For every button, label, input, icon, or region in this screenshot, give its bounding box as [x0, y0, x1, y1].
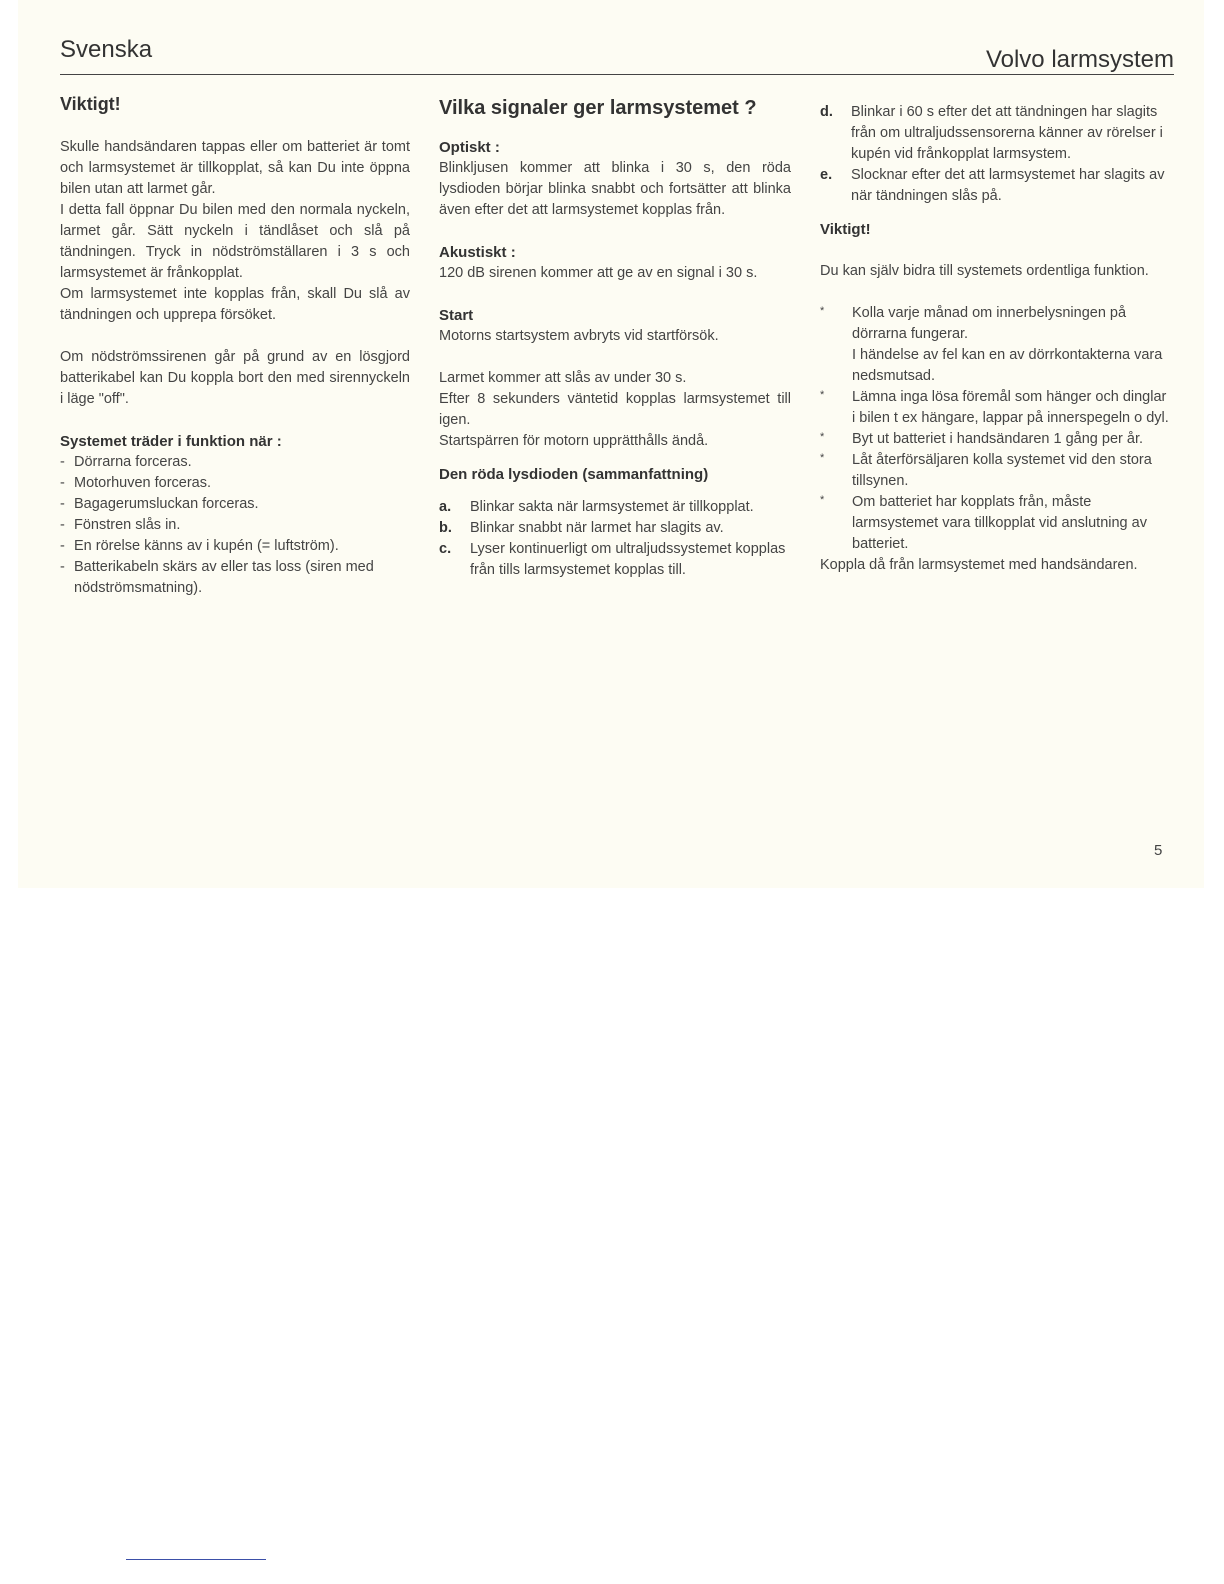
- trigger-list: [60, 452, 410, 599]
- list-item: - Batterikabeln skärs av eller tas loss (siren med nödströmsmatning).: [60, 557, 410, 599]
- list-text: Kolla varje månad om innerbelysningen på dörrarna fungerar.: [852, 305, 1127, 342]
- list-marker: a.: [439, 499, 452, 515]
- footer-rule: [126, 1559, 266, 1560]
- list-marker: e.: [820, 167, 833, 183]
- paragraph: Efter 8 sekunders väntetid kopplas larmsystemet till igen.: [439, 391, 791, 428]
- list-text: Om batteriet har kopplats från, måste larmsystemet vara tillkopplat vid anslutning av batteriet.: [852, 494, 1147, 552]
- led-list-continued: [820, 102, 1173, 207]
- list-item: [820, 165, 1173, 207]
- list-item: [820, 387, 1173, 429]
- list-item: - Dörrarna forceras.: [60, 452, 410, 473]
- list-item: [439, 539, 791, 581]
- list-text: Blinkar snabbt när larmet har slagits av.: [470, 520, 724, 536]
- list-item: - Fönstren slås in.: [60, 515, 410, 536]
- list-item: - Bagagerumsluckan forceras.: [60, 494, 410, 515]
- important-heading: Viktigt!: [60, 94, 121, 114]
- list-item: - En rörelse känns av i kupén (= luftström).: [60, 536, 410, 557]
- section-title: Vilka signaler ger larmsystemet ?: [439, 97, 757, 119]
- list-text: Lämna inga lösa föremål som hänger och dinglar i bilen t ex hängare, lappar på innerspegeln o dyl.: [852, 389, 1169, 426]
- paragraph: Motorns startsystem avbryts vid startförsök.: [439, 328, 719, 344]
- list-text: Byt ut batteriet i handsändaren 1 gång per år.: [852, 431, 1144, 447]
- paragraph: Om nödströmssirenen går på grund av en lösgjord batterikabel kan Du koppla bort den med sirennyckeln i läge "off".: [60, 349, 410, 407]
- list-item: [820, 450, 1173, 492]
- column-2: [439, 92, 791, 581]
- subheading-acoustic: Akustiskt :: [439, 244, 516, 261]
- page-number: 5: [1154, 842, 1163, 859]
- header-rule: [60, 74, 1174, 75]
- list-text: Blinkar i 60 s efter det att tändningen har slagits från om ultraljudssensorerna känner av rörelser i kupén vid frånkopplat larmsystem.: [851, 104, 1163, 162]
- closing-text: Koppla då från larmsystemet med handsändaren.: [820, 557, 1138, 573]
- list-text: Låt återförsäljaren kolla systemet vid den stora tillsynen.: [852, 452, 1152, 489]
- maintenance-tips: [820, 303, 1173, 555]
- paragraph: I detta fall öppnar Du bilen med den normala nyckeln, larmet går. Sätt nyckeln i tändlåset och slå på tändningen. Tryck in nödströmställaren i 3 s och larmsystemet är frånkopplat.: [60, 202, 410, 281]
- list-item: [820, 303, 1173, 387]
- document-title: Volvo larmsystem: [985, 46, 1174, 73]
- column-1: [60, 92, 410, 599]
- paragraph: Startspärren för motorn upprätthålls ändå.: [439, 433, 709, 449]
- list-item: - Motorhuven forceras.: [60, 473, 410, 494]
- list-text: Lyser kontinuerligt om ultraljudssystemet kopplas från tills larmsystemet kopplas till.: [470, 541, 786, 578]
- list-item: [439, 497, 791, 518]
- list-item: [439, 518, 791, 539]
- paragraph: Larmet kommer att slås av under 30 s.: [439, 370, 687, 386]
- paragraph: 120 dB sirenen kommer att ge av en signal i 30 s.: [439, 265, 758, 281]
- paragraph: Om larmsystemet inte kopplas från, skall Du slå av tändningen och upprepa försöket.: [60, 286, 410, 323]
- list-text: Slocknar efter det att larmsystemet har slagits av när tändningen slås på.: [851, 167, 1165, 204]
- list-item: [820, 429, 1173, 450]
- important-heading: Viktigt!: [820, 221, 871, 238]
- subheading-led: Den röda lysdioden (sammanfattning): [439, 466, 709, 483]
- list-text: Blinkar sakta när larmsystemet är tillkopplat.: [470, 499, 754, 515]
- list-marker: d.: [820, 104, 833, 120]
- column-3: [820, 102, 1173, 576]
- list-marker: b.: [439, 520, 452, 536]
- section-heading: Systemet träder i funktion när :: [60, 433, 282, 450]
- list-marker: c.: [439, 541, 452, 557]
- list-item: [820, 102, 1173, 165]
- subheading-start: Start: [439, 307, 474, 324]
- language-header: Svenska: [60, 36, 153, 63]
- paragraph: Du kan själv bidra till systemets ordentliga funktion.: [820, 263, 1149, 279]
- list-item: [820, 492, 1173, 555]
- paragraph: Skulle handsändaren tappas eller om batteriet är tomt och larmsystemet är tillkopplat, så kan Du inte öppna bilen utan att larmet går.: [60, 139, 410, 197]
- list-text-extra: I händelse av fel kan en av dörrkontakterna vara nedsmutsad.: [852, 347, 1163, 384]
- led-list: [439, 497, 791, 581]
- subheading-optical: Optiskt :: [439, 139, 500, 156]
- paragraph: Blinkljusen kommer att blinka i 30 s, den röda lysdioden börjar blinka snabbt och fortsätter att blinka även efter det att larmsystemet kopplas från.: [439, 160, 791, 218]
